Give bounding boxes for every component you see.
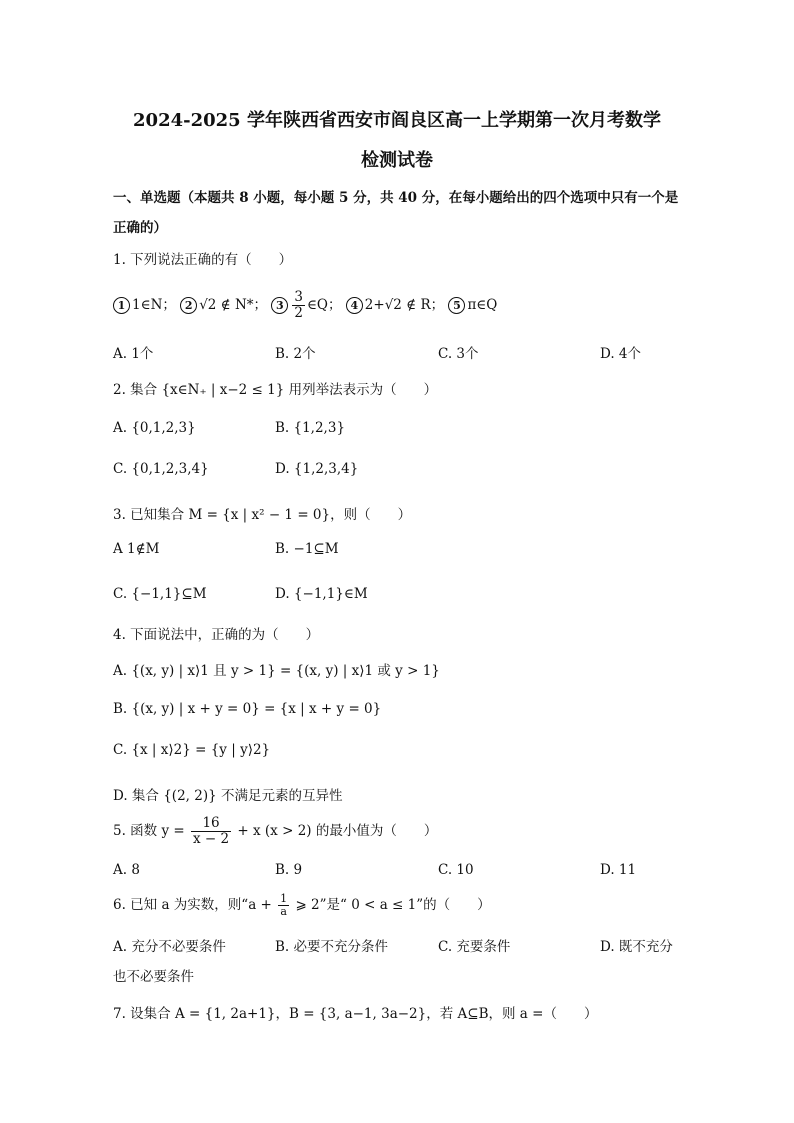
q6-option-d-cont: 也不必要条件 bbox=[113, 969, 194, 985]
question-5-stem bbox=[113, 816, 437, 847]
q3-option-a: A 1∉M bbox=[113, 541, 160, 557]
fraction-numerator: 3 bbox=[294, 289, 303, 305]
q3-option-d: D. {−1,1}∈M bbox=[275, 586, 368, 602]
q5-stem-prefix: 5. 函数 y = bbox=[113, 822, 185, 839]
q6-option-b: B. 必要不充分条件 bbox=[275, 939, 389, 955]
q5-option-d: D. 11 bbox=[600, 862, 637, 878]
fraction-denominator: 2 bbox=[294, 304, 303, 321]
section-heading-cont: 正确的） bbox=[113, 220, 167, 236]
statement-2: √2 ∉ N*； bbox=[199, 296, 268, 313]
section-heading: 一、单选题（本题共 8 小题，每小题 5 分，共 40 分，在每小题给出的四个选项中只有一个是 bbox=[113, 190, 679, 206]
circled-four-icon: 4 bbox=[346, 297, 363, 314]
q6-option-d: D. 既不充分 bbox=[600, 939, 673, 955]
q6-stem-suffix: ⩾ 2”是“ 0 < a ≤ 1”的（ ） bbox=[295, 897, 491, 914]
q1-option-c: C. 3个 bbox=[438, 346, 479, 362]
q5-option-c: C. 10 bbox=[438, 862, 474, 878]
q5-option-a: A. 8 bbox=[113, 862, 140, 878]
fraction-numerator: 1 bbox=[280, 892, 288, 905]
statement-1: 1∈N； bbox=[132, 296, 176, 313]
q4-option-c: C. {x | x⟩2} = {y | y⟩2} bbox=[113, 742, 271, 758]
exam-title-line2: 检测试卷 bbox=[361, 150, 433, 171]
question-3-stem: 3. 已知集合 M = {x | x² − 1 = 0}，则（ ） bbox=[113, 507, 412, 523]
q3-option-c: C. {−1,1}⊆M bbox=[113, 586, 207, 602]
circled-five-icon: 5 bbox=[448, 297, 465, 314]
q1-option-a: A. 1个 bbox=[113, 346, 154, 362]
fraction-denominator: x − 2 bbox=[193, 830, 230, 847]
circled-two-icon: 2 bbox=[180, 297, 197, 314]
q2-option-d: D. {1,2,3,4} bbox=[275, 461, 359, 477]
q2-option-c: C. {0,1,2,3,4} bbox=[113, 461, 209, 477]
q6-option-c: C. 充要条件 bbox=[438, 939, 511, 955]
q6-option-a: A. 充分不必要条件 bbox=[113, 939, 226, 955]
question-7-stem: 7. 设集合 A = {1, 2a+1}，B = {3, a−1, 3a−2}，若 A⊆B，则 a =（ ） bbox=[113, 1006, 598, 1022]
q4-option-a: A. {(x, y) | x⟩1 且 y > 1} = {(x, y) | x⟩1 或 y > 1} bbox=[113, 663, 440, 679]
statement-5: π∈Q bbox=[467, 296, 498, 313]
q2-option-b: B. {1,2,3} bbox=[275, 420, 346, 436]
q1-option-d: D. 4个 bbox=[600, 346, 642, 362]
q5-stem-suffix: + x (x > 2) 的最小值为（ ） bbox=[237, 822, 438, 839]
statement-3-tail: ∈Q bbox=[306, 296, 328, 313]
question-4-stem: 4. 下面说法中，正确的为（ ） bbox=[113, 627, 320, 643]
q5-option-b: B. 9 bbox=[275, 862, 303, 878]
statement-3-fraction bbox=[292, 290, 305, 321]
question-1-statements: 1 1∈N； 2 √2 ∉ N*； 3 $\frac{3}{2}$ ∈Q； 4 2+√2 ∉ R； 5 π∈Q bbox=[113, 290, 497, 321]
circled-three-icon: 3 bbox=[271, 297, 288, 314]
q1-option-b: B. 2个 bbox=[275, 346, 316, 362]
exam-title-line1: 2024-2025 学年陕西省西安市阎良区高一上学期第一次月考数学 bbox=[133, 110, 661, 131]
q2-option-a: A. {0,1,2,3} bbox=[113, 420, 196, 436]
question-1-stem: 1. 下列说法正确的有（ ） bbox=[113, 252, 293, 268]
q4-option-b: B. {(x, y) | x + y = 0} = {x | x + y = 0} bbox=[113, 701, 382, 717]
circled-one-icon: 1 bbox=[113, 297, 130, 314]
question-2-stem: 2. 集合 {x∈N₊ | x−2 ≤ 1} 用列举法表示为（ ） bbox=[113, 382, 438, 398]
statement-4: 2+√2 ∉ R； bbox=[364, 296, 445, 313]
q6-fraction bbox=[278, 893, 289, 918]
fraction-numerator: 16 bbox=[191, 816, 231, 832]
fraction-denominator: a bbox=[280, 905, 287, 919]
q5-fraction bbox=[191, 816, 231, 847]
question-6-stem bbox=[113, 893, 491, 918]
q3-option-b: B. −1⊆M bbox=[275, 541, 339, 557]
q4-option-d: D. 集合 {(2, 2)} 不满足元素的互异性 bbox=[113, 788, 343, 804]
q6-stem-prefix: 6. 已知 a 为实数，则“a + bbox=[113, 897, 272, 914]
